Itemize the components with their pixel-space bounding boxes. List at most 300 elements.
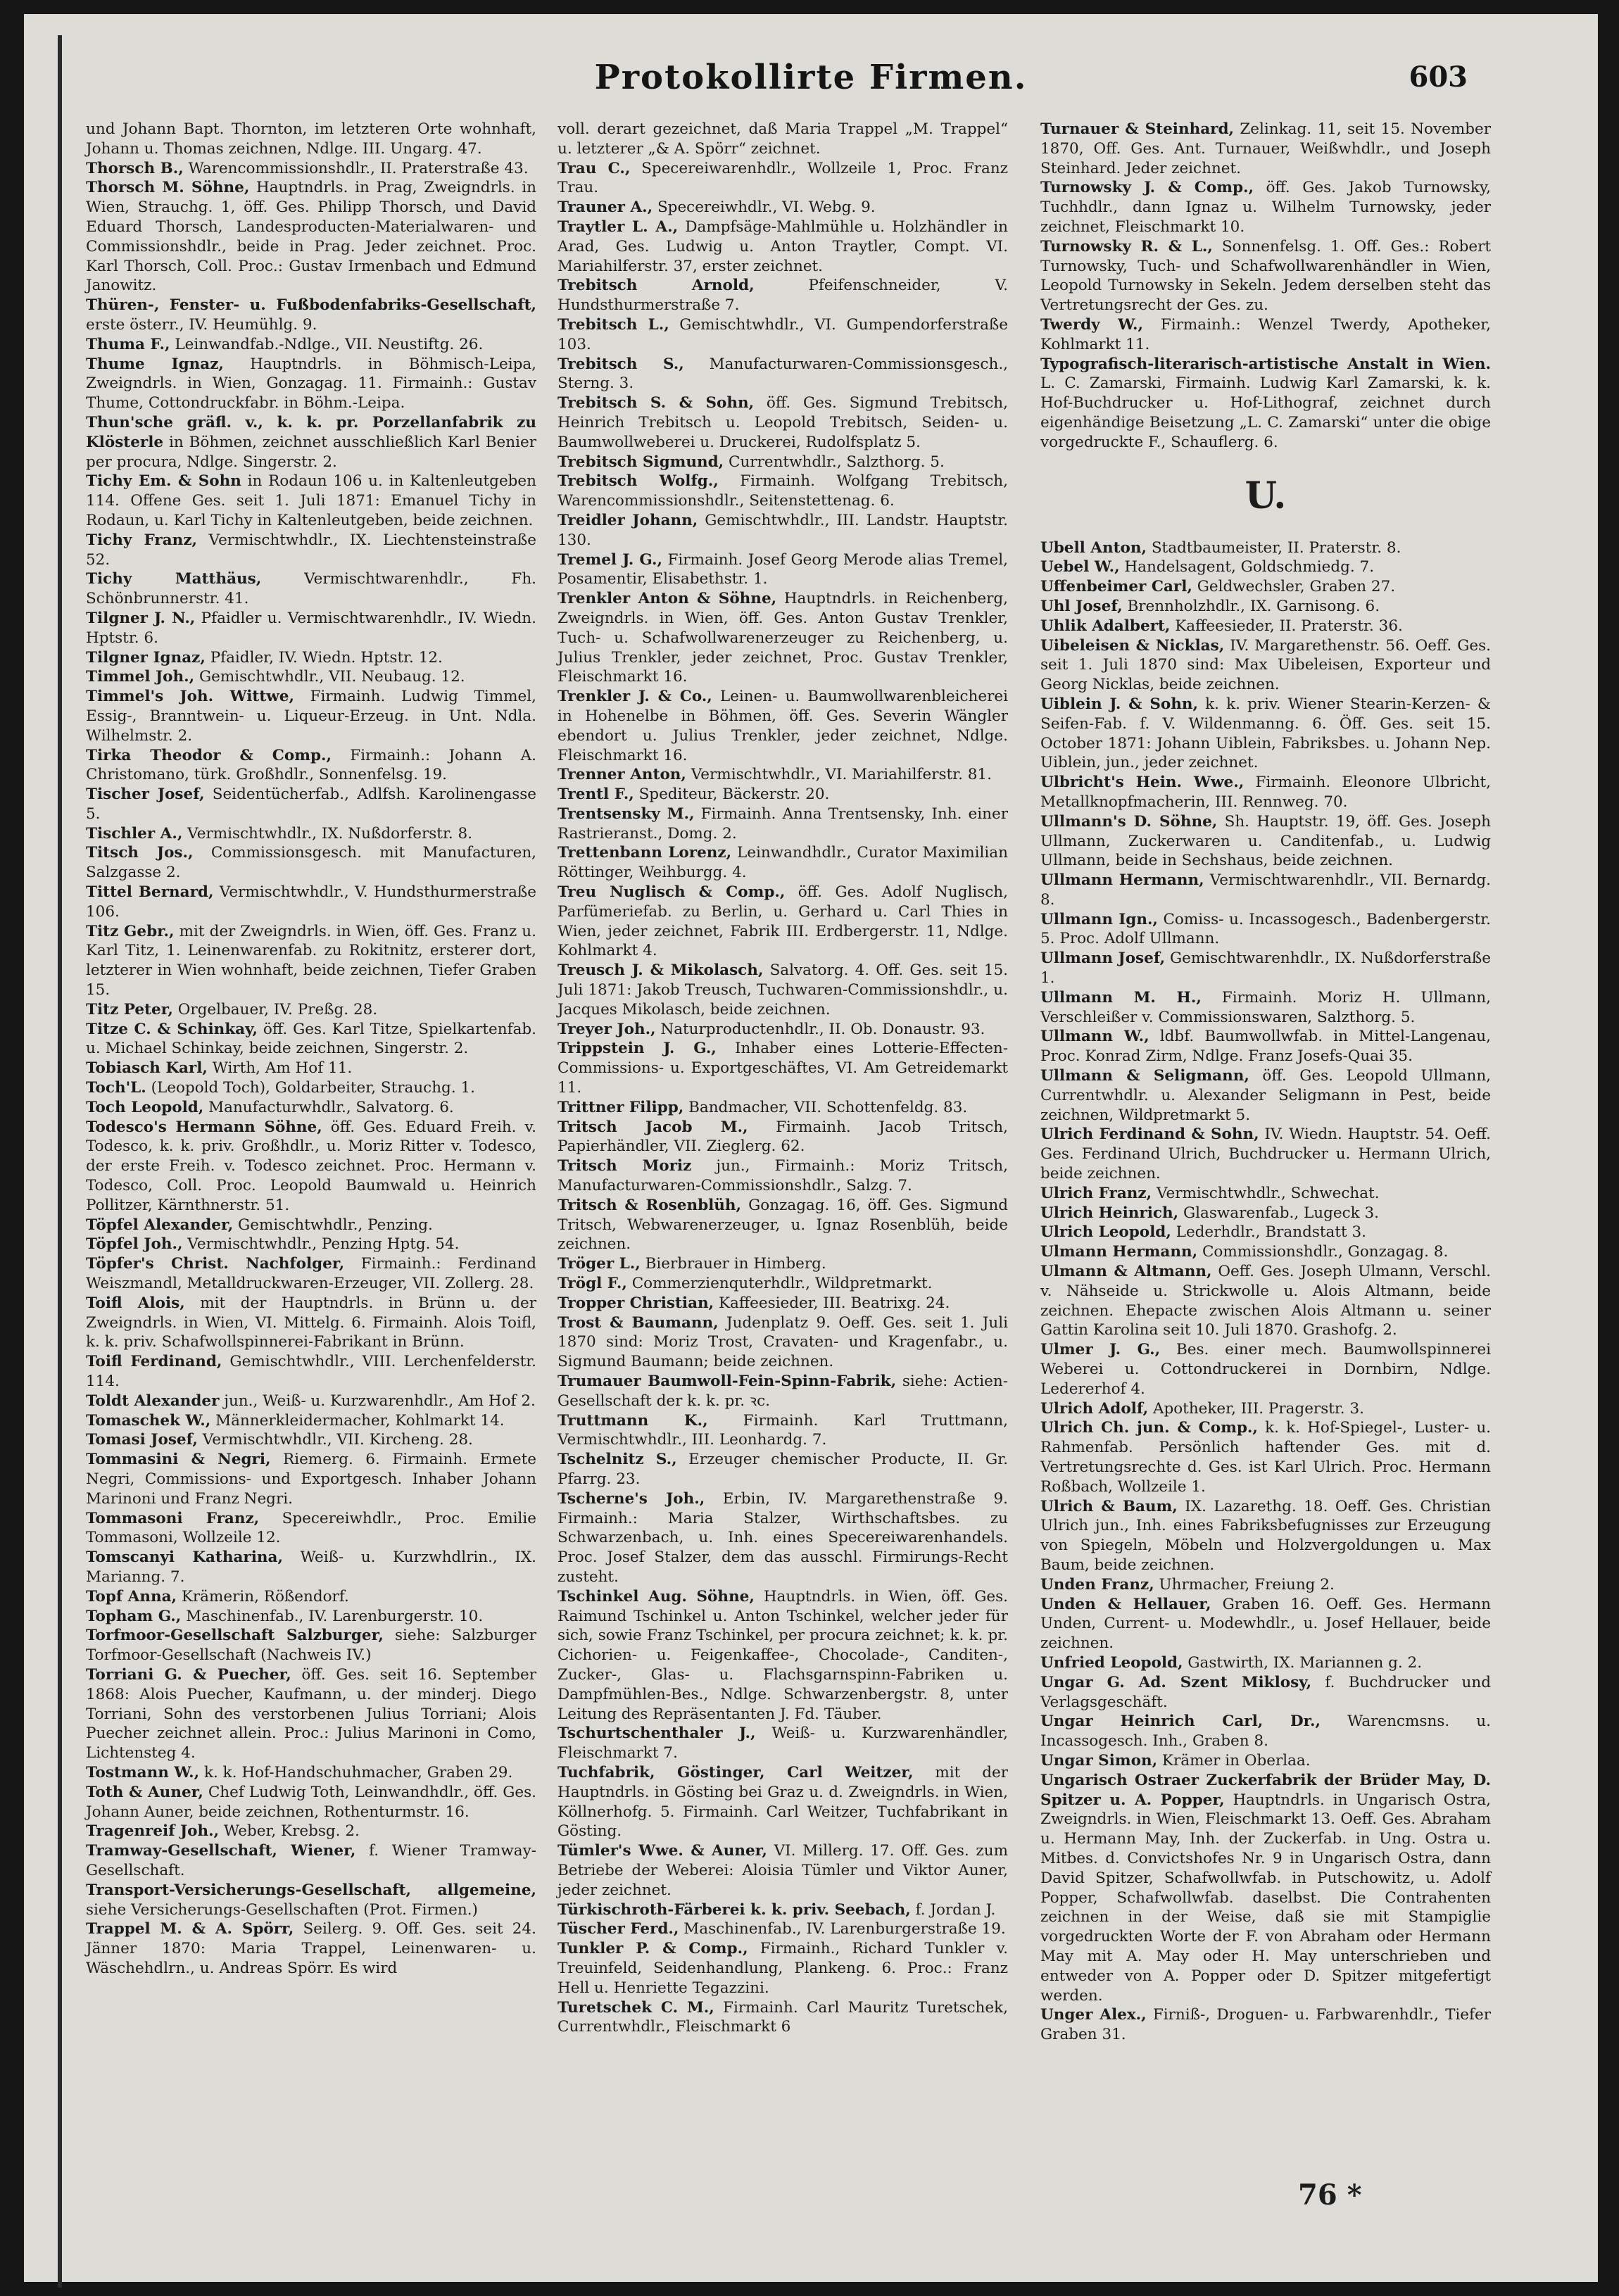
firm-details: siehe: Actien-Gesellschaft der k. k. pr. ꝛc. xyxy=(557,1373,1009,1410)
directory-entry xyxy=(86,1392,536,1411)
firm-details: Hauptndrls. in Wien, öff. Ges. Raimund Tschinkel u. Anton Tschinkel, welcher jeder für sich, sowie Franz Tschinkel, per procura zeichnet; k. k. pr. Cichorien- u. Feigenkaffee-, Chocolade-, Canditen-, Zucker-, Glas- u. Flachsgarnspinn-Fabriken u. Dampfmühlen-Bes., Ndlge. Schwarzenbergstr. 8, unter Leitung des Repräsentanten J. Fd. Täuber. xyxy=(557,1587,1008,1723)
firm-details: Hauptndrls. in Böhmisch-Leipa, Zweigndrls. in Wien, Gonzagag. 11. Firmainh.: Gustav Thume, Cottondruckfabr. in Böhm.-Leipa. xyxy=(86,355,536,412)
firm-details: Bandmacher, VII. Schottenfeldg. 83. xyxy=(688,1098,968,1116)
firm-name: Truttmann K., xyxy=(557,1411,708,1430)
firm-details: Weiß- u. Kurzwhdlrin., IX. Marianng. 7. xyxy=(86,1548,536,1586)
firm-name: Trenner Anton, xyxy=(557,766,686,784)
directory-entry xyxy=(86,355,536,413)
firm-details: Apotheker, III. Pragerstr. 3. xyxy=(1152,1399,1364,1418)
directory-entry xyxy=(86,1000,536,1020)
firm-name: Treusch J. & Mikolasch, xyxy=(557,961,764,980)
directory-entry xyxy=(1040,1418,1491,1496)
directory-entry xyxy=(86,1587,536,1607)
firm-name: Trettenbann Lorenz, xyxy=(557,844,732,862)
firm-name: Ungar G. Ad. Szent Miklosy, xyxy=(1040,1673,1312,1691)
firm-name: Ungarisch Ostraer Zuckerfabrik der Brüder May, D. Spitzer u. A. Popper, xyxy=(1040,1771,1491,1809)
directory-entry xyxy=(557,883,1008,961)
firm-details: erste österr., IV. Heumühlg. 9. xyxy=(86,315,317,334)
firm-name: Ulrich Leopold, xyxy=(1040,1223,1171,1242)
directory-entry xyxy=(557,843,1008,883)
firm-name: Ulmann & Altmann, xyxy=(1040,1263,1212,1281)
directory-entry xyxy=(557,159,1008,198)
firm-name: Ungar Heinrich Carl, Dr., xyxy=(1040,1712,1321,1731)
firm-name: Ullmann Josef, xyxy=(1040,950,1166,968)
directory-entry xyxy=(557,1039,1008,1097)
firm-name: Turnowsky R. & L., xyxy=(1040,237,1213,256)
firm-name: Toldt Alexander xyxy=(86,1392,220,1410)
directory-entry xyxy=(557,198,1008,217)
directory-entry xyxy=(1040,636,1491,695)
directory-entry xyxy=(557,1294,1008,1313)
firm-details: Specereiwhdlr., VI. Webg. 9. xyxy=(657,198,876,217)
directory-entry xyxy=(557,1763,1008,1841)
firm-name: Timmel's Joh. Wittwe, xyxy=(86,688,294,706)
firm-name: Tragenreif Joh., xyxy=(86,1822,220,1841)
directory-entry xyxy=(1040,695,1491,773)
directory-entry xyxy=(86,1118,536,1216)
firm-name: Tichy Franz, xyxy=(86,531,198,549)
directory-entry xyxy=(86,1411,536,1431)
firm-details: Vermischtwhdlr., IX. Liechtensteinstraße 52. xyxy=(86,531,536,569)
directory-entry xyxy=(86,648,536,668)
directory-entry xyxy=(86,1822,536,1841)
firm-name: Titz Gebr., xyxy=(86,922,175,940)
firm-name: Tümler's Wwe. & Auner, xyxy=(557,1842,767,1860)
firm-name: Tilgner J. N., xyxy=(86,609,196,627)
firm-details: Graben 16. Oeff. Ges. Hermann Unden, Current- u. Modewhdlr., u. Josef Hellauer, beide zeichnen. xyxy=(1040,1595,1491,1653)
directory-entry xyxy=(86,922,536,1000)
directory-entry xyxy=(86,569,536,609)
firm-name: Typografisch-literarisch-artistische Anstalt in Wien. xyxy=(1040,355,1491,373)
directory-entry xyxy=(1040,1712,1491,1751)
directory-entry xyxy=(86,1509,536,1548)
directory-entry xyxy=(86,883,536,922)
firm-details: Warencommissionshdlr., II. Praterstraße 43. xyxy=(188,159,529,177)
firm-name: Ullmann & Seligmann, xyxy=(1040,1067,1249,1085)
firm-name: Tomaschek W., xyxy=(86,1411,211,1430)
left-border-rule xyxy=(58,35,62,2288)
firm-details: Firmainh., Richard Tunkler v. Treuinfeld, Seidenhandlung, Plankeng. 6. Proc.: Franz Hell u. Henriette Tegazzini. xyxy=(557,1940,1008,1997)
firm-name: Tommasini & Negri, xyxy=(86,1451,271,1469)
firm-details: Vermischtwhdlr., IX. Nußdorferstr. 8. xyxy=(187,824,473,843)
firm-details: Hauptndrls. in Reichenberg, Zweigndrls. in Wien, öff. Ges. Anton Gustav Trenkler, Tuch- u. Schafwollwarenerzeuger zu Reichenberg, u. Julius Trenkler, jeder zeichnet, Proc. Gustav Trenkler, Fleischmarkt 16. xyxy=(557,590,1008,686)
directory-entry xyxy=(86,1841,536,1881)
firm-name: Ulrich Adolf, xyxy=(1040,1399,1149,1418)
firm-details: siehe: Salzburger Torfmoor-Gesellschaft (Nachweis IV.) xyxy=(86,1627,537,1665)
firm-name: Ullmann's D. Söhne, xyxy=(1040,812,1218,831)
firm-details: Kaffeesieder, III. Beatrixg. 24. xyxy=(719,1294,950,1312)
firm-details: Gonzagag. 16, öff. Ges. Sigmund Tritsch, Webwarenerzeuger, u. Ignaz Rosenblüh, beide zeichnen. xyxy=(557,1196,1008,1254)
firm-details: Vermischtwhdlr., V. Hundsthurmerstraße 106. xyxy=(86,883,537,921)
directory-entry xyxy=(557,276,1008,315)
firm-details: Sh. Hauptstr. 19, öff. Ges. Joseph Ullmann, Zuckerwaren u. Canditenfab., u. Ludwig Ullmann, beide in Sechshaus, beide zeichnen. xyxy=(1040,812,1491,870)
firm-name: Uebel W., xyxy=(1040,558,1120,576)
firm-details: f. Buchdrucker und Verlagsgeschäft. xyxy=(1040,1673,1491,1711)
firm-name: Toifl Ferdinand, xyxy=(86,1353,222,1371)
firm-details: k. k. Hof-Handschuhmacher, Graben 29. xyxy=(203,1763,513,1781)
directory-entry xyxy=(1040,1027,1491,1066)
firm-name: Ulmer J. G., xyxy=(1040,1341,1161,1359)
firm-name: Ullmann M. H., xyxy=(1040,988,1202,1007)
firm-details: öff. Ges. Adolf Nuglisch, Parfümeriefab. zu Berlin, u. Gerhard u. Carl Thies in Wien, jeder zeichnet, Fabrik III. Erdbergerstr. 11, Ndlge. Kohlmarkt 4. xyxy=(557,883,1008,960)
directory-entry xyxy=(557,1919,1008,1939)
directory-entry xyxy=(1040,1340,1491,1399)
directory-entry xyxy=(557,393,1008,452)
directory-entry xyxy=(1040,773,1491,812)
column-3 xyxy=(1040,120,1491,2045)
firm-details: jun., Firmainh.: Moriz Tritsch, Manufacturwaren-Commissionshdlr., Salzg. 7. xyxy=(557,1157,1008,1195)
firm-details: Firniß-, Droguen- u. Farbwarenhdlr., Tiefer Graben 31. xyxy=(1040,2006,1491,2044)
firm-details: Firmainh. Jacob Tritsch, Papierhändler, VII. Zieglerg. 62. xyxy=(557,1118,1008,1156)
directory-entry xyxy=(86,1626,536,1665)
firm-name: Timmel Joh., xyxy=(86,668,195,686)
firm-name: Trentsensky M., xyxy=(557,805,695,823)
directory-entry xyxy=(1040,871,1491,910)
firm-name: Unden & Hellauer, xyxy=(1040,1595,1211,1613)
firm-details: Geldwechsler, Graben 27. xyxy=(1197,578,1396,596)
firm-details: Uhrmacher, Freiung 2. xyxy=(1159,1575,1335,1594)
directory-entry xyxy=(557,1098,1008,1118)
firm-details: Gemischtwhdlr., VI. Gumpendorferstraße 103. xyxy=(557,315,1008,353)
firm-name: Töpfel Joh., xyxy=(86,1235,183,1254)
firm-details: Maschinenfab., IV. Larenburgerstr. 10. xyxy=(186,1607,484,1625)
directory-entry xyxy=(557,1274,1008,1294)
firm-name: Ullmann W., xyxy=(1040,1028,1149,1046)
firm-name: Topham G., xyxy=(86,1607,182,1625)
firm-name: Tostmann W., xyxy=(86,1763,200,1781)
firm-details: Leinwandhdlr., Curator Maximilian Röttinger, Weihburgg. 4. xyxy=(557,844,1008,882)
firm-name: Trebitsch Arnold, xyxy=(557,277,755,295)
firm-details: Vermischtwhdlr., VII. Kircheng. 28. xyxy=(202,1431,473,1449)
firm-details: öff. Ges. Sigmund Trebitsch, Heinrich Trebitsch u. Leopold Trebitsch, Seiden- u. Baumwollweberei u. Druckerei, Rudolfsplatz 5. xyxy=(557,394,1008,451)
firm-details: Firmainh. Eleonore Ulbricht, Metallknopfmacherin, III. Rennweg. 70. xyxy=(1040,774,1491,811)
firm-name: Uhlik Adalbert, xyxy=(1040,617,1171,635)
firm-name: Turetschek C. M., xyxy=(557,1998,714,2017)
directory-entry xyxy=(86,1078,536,1098)
firm-name: Ulrich Heinrich, xyxy=(1040,1204,1179,1222)
directory-entry xyxy=(86,413,536,472)
directory-entry xyxy=(1040,1751,1491,1771)
firm-name: Transport-Versicherungs-Gesellschaft, allgemeine, xyxy=(86,1881,536,1899)
directory-entry xyxy=(86,1783,536,1822)
firm-name: Trappel M. & A. Spörr, xyxy=(86,1920,294,1938)
firm-name: Topf Anna, xyxy=(86,1587,177,1606)
firm-name: Trögl F., xyxy=(557,1275,627,1293)
firm-details: IV. Wiedn. Hauptstr. 54. Oeff. Ges. Ferdinand Ulrich, Buchdrucker u. Hermann Ulrich, beide zeichnen. xyxy=(1040,1125,1491,1183)
firm-name: Turnowsky J. & Comp., xyxy=(1040,179,1254,197)
firm-details: L. C. Zamarski, Firmainh. Ludwig Karl Zamarski, k. k. Hof-Buchdrucker u. Hof-Lithograf, zeichnet durch eigenhändige Beisetzung „L. C. Zamarski“ unter die obige vorgedruckte F., Schauflerg. 6. xyxy=(1040,374,1491,451)
firm-details: Vermischtwhdlr., Penzing Hptg. 54. xyxy=(187,1235,460,1254)
firm-details: mit der Zweigndrls. in Wien, öff. Ges. Franz u. Karl Titz, 1. Leinenwarenfab. zu Rokitnitz, ersterer dort, letzterer in Wien wohnhaft, beide zeichnen, Tiefer Graben 15. xyxy=(86,922,536,999)
firm-details: öff. Ges. Leopold Ullmann, Currentwhdlr. u. Alexander Seligmann in Pest, beide zeichnen, Wildpretmarkt 5. xyxy=(1040,1067,1491,1124)
firm-details: Stadtbaumeister, II. Praterstr. 8. xyxy=(1151,538,1401,557)
firm-name: Tropper Christian, xyxy=(557,1294,714,1312)
firm-details: k. k. priv. Wiener Stearin-Kerzen- & Seifen-Fab. f. V. Wildenmanng. 6. Öff. Ges. seit 15. October 1871: Johann Uiblein, Fabriksbes. u. Johann Nep. Uiblein, jun., jeder zeichnet. xyxy=(1040,695,1491,772)
firm-name: Tichy Em. & Sohn xyxy=(86,472,241,491)
directory-entry xyxy=(86,667,536,687)
firm-name: Trost & Baumann, xyxy=(557,1313,719,1332)
firm-name: Trebitsch Sigmund, xyxy=(557,453,724,471)
firm-details: mit der Hauptndrls. in Gösting bei Graz u. d. Zweigndrls. in Wien, Köllnerhofg. 5. Firmainh. Carl Weitzer, Tuchfabrikant in Gösting. xyxy=(557,1763,1008,1841)
directory-entry xyxy=(557,472,1008,511)
column-1 xyxy=(86,120,536,1979)
firm-name: Tischler A., xyxy=(86,824,183,843)
directory-entry xyxy=(1040,120,1491,178)
firm-details: (Leopold Toch), Goldarbeiter, Strauchg. 1. xyxy=(151,1079,476,1097)
firm-details: Vermischtwarenhdlr., Fh. Schönbrunnerstr. 41. xyxy=(86,570,536,608)
firm-details: Glaswarenfab., Lugeck 3. xyxy=(1183,1204,1380,1222)
firm-name: Torfmoor-Gesellschaft Salzburger, xyxy=(86,1627,384,1645)
firm-name: Thume Ignaz, xyxy=(86,355,224,373)
directory-entry xyxy=(557,550,1008,590)
firm-name: Tommasoni Franz, xyxy=(86,1509,260,1527)
firm-name: Trenkler Anton & Söhne, xyxy=(557,590,777,608)
firm-details: f. Jordan J. xyxy=(915,1900,996,1919)
firm-details: Maschinenfab., IV. Larenburgerstraße 19. xyxy=(683,1920,1006,1938)
firm-details: öff. Ges. Eduard Freih. v. Todesco, k. k. priv. Großhdlr., u. Moriz Ritter v. Todesco, der erste Freih. v. Todesco zeichnet. Proc. Hermann v. Todesco, Coll. Proc. Leopold Baumwald u. Heinrich Pollitzer, Kärnthnerstr. 51. xyxy=(86,1118,536,1214)
firm-name: Tschinkel Aug. Söhne, xyxy=(557,1587,755,1606)
directory-entry xyxy=(1040,237,1491,315)
directory-entry xyxy=(557,1998,1008,2038)
firm-name: Ulbricht's Hein. Wwe., xyxy=(1040,774,1245,792)
directory-entry xyxy=(1040,910,1491,950)
firm-details: siehe Versicherungs-Gesellschaften (Prot. Firmen.) xyxy=(86,1900,478,1919)
firm-name: Töpfel Alexander, xyxy=(86,1216,234,1234)
firm-name: Trebitsch L., xyxy=(557,315,669,334)
directory-entry xyxy=(1040,1399,1491,1419)
firm-name: Toch'L. xyxy=(86,1079,146,1097)
directory-entry xyxy=(1040,577,1491,597)
firm-name: Trittner Filipp, xyxy=(557,1098,684,1116)
firm-details: Inhaber eines Lotterie-Effecten-Commissions- u. Exportgeschäftes, VI. Am Getreidemarkt 11. xyxy=(557,1040,1008,1097)
firm-name: Türkischroth-Färberei k. k. priv. Seebach, xyxy=(557,1900,911,1919)
firm-details: Chef Ludwig Toth, Leinwandhdlr., öff. Ges. Johann Auner, beide zeichnen, Rothenturmstr. 16. xyxy=(86,1783,536,1821)
firm-details: Commerzienquterhdlr., Wildpretmarkt. xyxy=(631,1275,933,1293)
firm-details: Bierbrauer in Himberg. xyxy=(645,1255,826,1273)
directory-entry xyxy=(1040,1595,1491,1653)
firm-name: Töpfer's Christ. Nachfolger, xyxy=(86,1255,345,1273)
directory-entry xyxy=(557,589,1008,687)
directory-entry xyxy=(557,315,1008,355)
firm-name: Tunkler P. & Comp., xyxy=(557,1940,748,1958)
firm-name: Unfried Leopold, xyxy=(1040,1653,1183,1672)
firm-details: Oeff. Ges. Joseph Ulmann, Verschl. v. Nähseide u. Strickwolle u. Alois Altmann, beide zeichnen. Ehepacte zwischen Alois Altmann u. seiner Gattin Karolina seit 10. Juli 1870. Grashofg. 2. xyxy=(1040,1263,1491,1339)
directory-entry xyxy=(557,1020,1008,1040)
firm-name: Ullmann Ign., xyxy=(1040,910,1158,928)
firm-name: Ungar Simon, xyxy=(1040,1751,1158,1770)
firm-name: Tittel Bernard, xyxy=(86,883,214,902)
firm-name: Torriani G. & Puecher, xyxy=(86,1665,291,1684)
firm-details: Erbin, IV. Margarethenstraße 9. Firmainh.: Maria Stalzer, Wirthschaftsbes. zu Schwarzenbach, u. Inh. eines Specereiwarenhandels. Proc. Josef Stalzer, dem das ausschl. Firmirungs-Recht zusteht. xyxy=(557,1489,1008,1586)
directory-entry xyxy=(1040,1223,1491,1242)
directory-entry xyxy=(557,785,1008,805)
directory-entry xyxy=(557,511,1008,550)
firm-details: Firmainh.: Wenzel Twerdy, Apotheker, Kohlmarkt 11. xyxy=(1040,315,1491,353)
directory-entry xyxy=(86,1254,536,1294)
directory-entry xyxy=(1040,2005,1491,2045)
directory-entry xyxy=(86,296,536,335)
firm-name: Uibeleisen & Nicklas, xyxy=(1040,636,1225,655)
firm-details: öff. Ges. seit 16. September 1868: Alois Puecher, Kaufmann, u. der minderj. Diego Torriani, Sohn des verstorbenen Julius Torriani; Alois Puecher zeichnet allein. Proc.: Julius Marinoni in Como, Lichtensteg 4. xyxy=(86,1665,536,1762)
firm-details: Pfaidler, IV. Wiedn. Hptstr. 12. xyxy=(210,648,443,667)
firm-name: Titze C. & Schinkay, xyxy=(86,1020,258,1038)
firm-name: Toifl Alois, xyxy=(86,1294,185,1312)
firm-details: Brennholzhdlr., IX. Garnisong. 6. xyxy=(1127,597,1380,615)
firm-name: Tritsch Jacob M., xyxy=(557,1118,748,1136)
firm-details: Firmainh. Ludwig Timmel, Essig-, Branntwein- u. Liqueur-Erzeug. in Unt. Ndla. Wilhelmstr. 2. xyxy=(86,688,536,745)
directory-entry xyxy=(1040,1125,1491,1183)
firm-details: in Rodaun 106 u. in Kaltenleutgeben 114. Offene Ges. seit 1. Juli 1871: Emanuel Tichy in Rodaun, u. Karl Tichy in Kaltenleutgeben, beide zeichnen. xyxy=(86,472,536,529)
firm-name: Ullmann Hermann, xyxy=(1040,871,1204,890)
directory-entry xyxy=(1040,1262,1491,1340)
firm-details: Firmainh. Karl Truttmann, Vermischtwhdlr., III. Leonhardg. 7. xyxy=(557,1411,1008,1449)
firm-details: Firmainh. Josef Georg Merode alias Tremel, Posamentir, Elisabethstr. 1. xyxy=(557,550,1008,588)
firm-name: Tscherne's Joh., xyxy=(557,1489,705,1508)
firm-details: Hauptndrls. in Prag, Zweigndrls. in Wien, Strauchg. 1, öff. Ges. Philipp Thorsch, und David Eduard Thorsch, Landesproducten-Materialwaren- und Commissionshdlr., beide in Prag. Jeder zeichnet. Proc. Karl Thorsch, Coll. Proc.: Gustav Irmenbach und Edmund Janowitz. xyxy=(86,179,536,295)
firm-details: IX. Lazarethg. 18. Oeff. Ges. Christian Ulrich jun., Inh. eines Fabriksbefugnisses zur Erzeugung von Spiegeln, Möbeln und Holzvergoldungen u. Max Baum, beide zeichnen. xyxy=(1040,1497,1491,1574)
firm-details: Pfaidler u. Vermischtwarenhdlr., IV. Wiedn. Hptstr. 6. xyxy=(86,609,536,647)
directory-entry xyxy=(86,687,536,745)
directory-entry xyxy=(86,785,536,824)
firm-name: Tirka Theodor & Comp., xyxy=(86,746,332,764)
directory-entry xyxy=(1040,949,1491,988)
directory-entry xyxy=(86,1548,536,1587)
firm-name: Trentl F., xyxy=(557,786,634,804)
firm-details: Gemischtwhdlr., VIII. Lerchenfelderstr. 114. xyxy=(86,1353,537,1390)
firm-name: Toch Leopold, xyxy=(86,1098,204,1116)
directory-entry xyxy=(557,1939,1008,1998)
firm-details: Specereiwhdlr., Proc. Emilie Tommasoni, Wollzeile 12. xyxy=(86,1509,536,1547)
firm-details: Gemischtwhdlr., Penzing. xyxy=(238,1216,433,1234)
directory-entry xyxy=(1040,1575,1491,1595)
firm-name: Thüren-, Fenster- u. Fußbodenfabriks-Gesellschaft, xyxy=(86,296,536,315)
firm-name: Tschurtschenthaler J., xyxy=(557,1724,756,1743)
directory-entry xyxy=(557,1724,1008,1763)
directory-entry xyxy=(557,1254,1008,1274)
firm-name: Ulrich Ferdinand & Sohn, xyxy=(1040,1125,1259,1144)
firm-details: Orgelbauer, IV. Preßg. 28. xyxy=(177,1000,378,1018)
firm-name: Unden Franz, xyxy=(1040,1575,1154,1594)
directory-entry xyxy=(557,805,1008,844)
firm-details: f. Wiener Tramway-Gesellschaft. xyxy=(86,1842,536,1879)
firm-name: Tröger L., xyxy=(557,1255,641,1273)
directory-entry xyxy=(86,843,536,883)
firm-details: Currentwhdlr., Salzthorg. 5. xyxy=(729,453,945,471)
firm-details: IV. Margarethenstr. 56. Oeff. Ges. seit 1. Juli 1870 sind: Max Uibeleisen, Exporteur und Georg Nicklas, beide zeichnen. xyxy=(1040,636,1492,694)
directory-entry xyxy=(1040,617,1491,636)
firm-details: Dampfsäge-Mahlmühle u. Holzhändler in Arad, Ges. Ludwig u. Anton Traytler, Compt. VI. Mariahilferstr. 37, erster zeichnet. xyxy=(557,217,1008,275)
firm-name: Tomscanyi Katharina, xyxy=(86,1548,283,1567)
directory-entry xyxy=(557,1196,1008,1254)
firm-name: Tischer Josef, xyxy=(86,786,205,804)
firm-name: Tschelnitz S., xyxy=(557,1451,677,1469)
directory-entry xyxy=(557,1489,1008,1587)
firm-name: Tüscher Ferd., xyxy=(557,1920,679,1938)
directory-entry xyxy=(86,1430,536,1450)
firm-details: Gemischtwhdlr., III. Landstr. Hauptstr. 130. xyxy=(557,511,1008,549)
directory-entry xyxy=(1040,1066,1491,1125)
directory-entry xyxy=(86,609,536,648)
directory-entry xyxy=(557,1313,1008,1372)
directory-entry xyxy=(557,217,1008,276)
firm-details: Specereiwarenhdlr., Wollzeile 1, Proc. Franz Trau. xyxy=(557,159,1009,197)
firm-details: Comiss- u. Incassogesch., Badenbergerstr. 5. Proc. Adolf Ullmann. xyxy=(1040,910,1491,948)
firm-details: voll. derart gezeichnet, daß Maria Trappel „M. Trappel“ u. letzterer „& A. Spörr“ zeichnet. xyxy=(557,120,1008,158)
firm-details: Riemerg. 6. Firmainh. Ermete Negri, Commissions- und Exportgesch. Inhaber Johann Marinoni und Franz Negri. xyxy=(86,1451,536,1508)
directory-entry xyxy=(86,746,536,786)
firm-name: Titz Peter, xyxy=(86,1000,173,1018)
firm-details: Vermischtwhdlr., VI. Mariahilferstr. 81. xyxy=(691,766,992,784)
firm-details: ldbf. Baumwollwfab. in Mittel-Langenau, Proc. Konrad Zirm, Ndlge. Franz Josefs-Quai 35. xyxy=(1040,1028,1491,1066)
directory-entry xyxy=(557,687,1008,765)
page xyxy=(24,14,1598,2282)
directory-entry xyxy=(86,1216,536,1235)
firm-details: Wirth, Am Hof 11. xyxy=(212,1059,353,1078)
directory-entry xyxy=(86,824,536,844)
firm-name: Thorsch B., xyxy=(86,159,184,177)
directory-entry xyxy=(557,1900,1008,1920)
firm-details: Vermischtwarenhdlr., VII. Bernardg. 8. xyxy=(1040,871,1491,909)
firm-details: Manufacturwhdlr., Salvatorg. 6. xyxy=(208,1098,454,1116)
firm-details: Salvatorg. 4. Off. Ges. seit 15. Juli 1871: Jakob Treusch, Tuchwaren-Commissionshdlr., u. Jacques Mikolasch, beide zeichnen. xyxy=(557,961,1009,1018)
firm-details: VI. Millerg. 17. Off. Ges. zum Betriebe der Weberei: Aloisia Tümler und Viktor Auner, jeder zeichnet. xyxy=(557,1842,1008,1899)
firm-details: Krämer in Oberlaa. xyxy=(1161,1751,1311,1770)
firm-name: Tilgner Ignaz, xyxy=(86,648,206,667)
directory-entry xyxy=(86,1294,536,1352)
firm-details: Lederhdlr., Brandstatt 3. xyxy=(1176,1223,1366,1242)
directory-entry xyxy=(557,355,1008,394)
firm-name: Tichy Matthäus, xyxy=(86,570,262,588)
firm-name: Todesco's Hermann Söhne, xyxy=(86,1118,322,1136)
firm-details: Kaffeesieder, II. Praterstr. 36. xyxy=(1175,617,1403,635)
directory-entry xyxy=(1040,178,1491,236)
directory-entry xyxy=(86,1665,536,1763)
directory-entry xyxy=(557,1450,1008,1489)
firm-name: Treyer Joh., xyxy=(557,1020,656,1038)
firm-details: Weiß- u. Kurzwarenhändler, Fleischmarkt 7. xyxy=(557,1724,1009,1762)
column-2 xyxy=(557,120,1008,2037)
firm-name: Tritsch & Rosenblüh, xyxy=(557,1196,742,1214)
firm-details: Krämerin, Rößendorf. xyxy=(181,1587,349,1606)
directory-entry xyxy=(86,1098,536,1118)
firm-details: Firmainh. Carl Mauritz Turetschek, Currentwhdlr., Fleischmarkt 6 xyxy=(557,1998,1008,2036)
directory-entry xyxy=(1040,1771,1491,2006)
firm-name: Thorsch M. Söhne, xyxy=(86,179,250,197)
firm-name: Titsch Jos., xyxy=(86,844,194,862)
firm-name: Ulrich & Baum, xyxy=(1040,1497,1178,1515)
directory-entry xyxy=(557,1118,1008,1157)
firm-details: Vermischtwhdlr., Schwechat. xyxy=(1156,1184,1380,1202)
directory-entry xyxy=(86,120,536,159)
firm-name: Ulmann Hermann, xyxy=(1040,1243,1198,1261)
firm-details: Firmainh. Moriz H. Ullmann, Verschleißer v. Commissionswaren, Salzthorg. 5. xyxy=(1040,988,1491,1026)
directory-entry xyxy=(1040,1653,1491,1673)
firm-details: Gastwirth, IX. Mariannen g. 2. xyxy=(1188,1653,1423,1672)
firm-details: Warencmsns. u. Incassogesch. Inh., Graben 8. xyxy=(1040,1712,1491,1751)
firm-details: Bes. einer mech. Baumwollspinnerei Weberei u. Cottondruckerei in Dornbirn, Ndlge. Ledererhof 4. xyxy=(1040,1341,1491,1398)
firm-name: Turnauer & Steinhard, xyxy=(1040,120,1234,138)
directory-entry xyxy=(86,178,536,296)
firm-name: Thun'sche gräfl. v., k. k. pr. Porzellanfabrik zu Klösterle xyxy=(86,413,536,451)
firm-details: k. k. Hof-Spiegel-, Luster- u. Rahmenfab. Persönlich haftender Ges. mit d. Vertretungsrechte d. Ges. ist Karl Ulrich. Proc. Hermann Roßbach, Wollzeile 1. xyxy=(1040,1419,1492,1496)
firm-details: Firmainh. Wolfgang Trebitsch, Warencommissionshdlr., Seitenstettenag. 6. xyxy=(557,472,1008,510)
firm-details: Judenplatz 9. Oeff. Ges. seit 1. Juli 1870 sind: Moriz Trost, Cravaten- und Kragenfabr., u. Sigmund Baumann; beide zeichnen. xyxy=(557,1313,1008,1371)
firm-details: öff. Ges. Jakob Turnowsky, Tuchhdlr., dann Ignaz u. Wilhelm Turnowsky, jeder zeichnet, Fleischmarkt 10. xyxy=(1040,179,1491,236)
page-number: 603 xyxy=(1409,61,1468,94)
firm-details: Firmainh. Anna Trentsensky, Inh. einer Rastrieranst., Domg. 2. xyxy=(557,805,1008,843)
directory-entry xyxy=(557,1156,1008,1196)
directory-entry xyxy=(86,335,536,355)
